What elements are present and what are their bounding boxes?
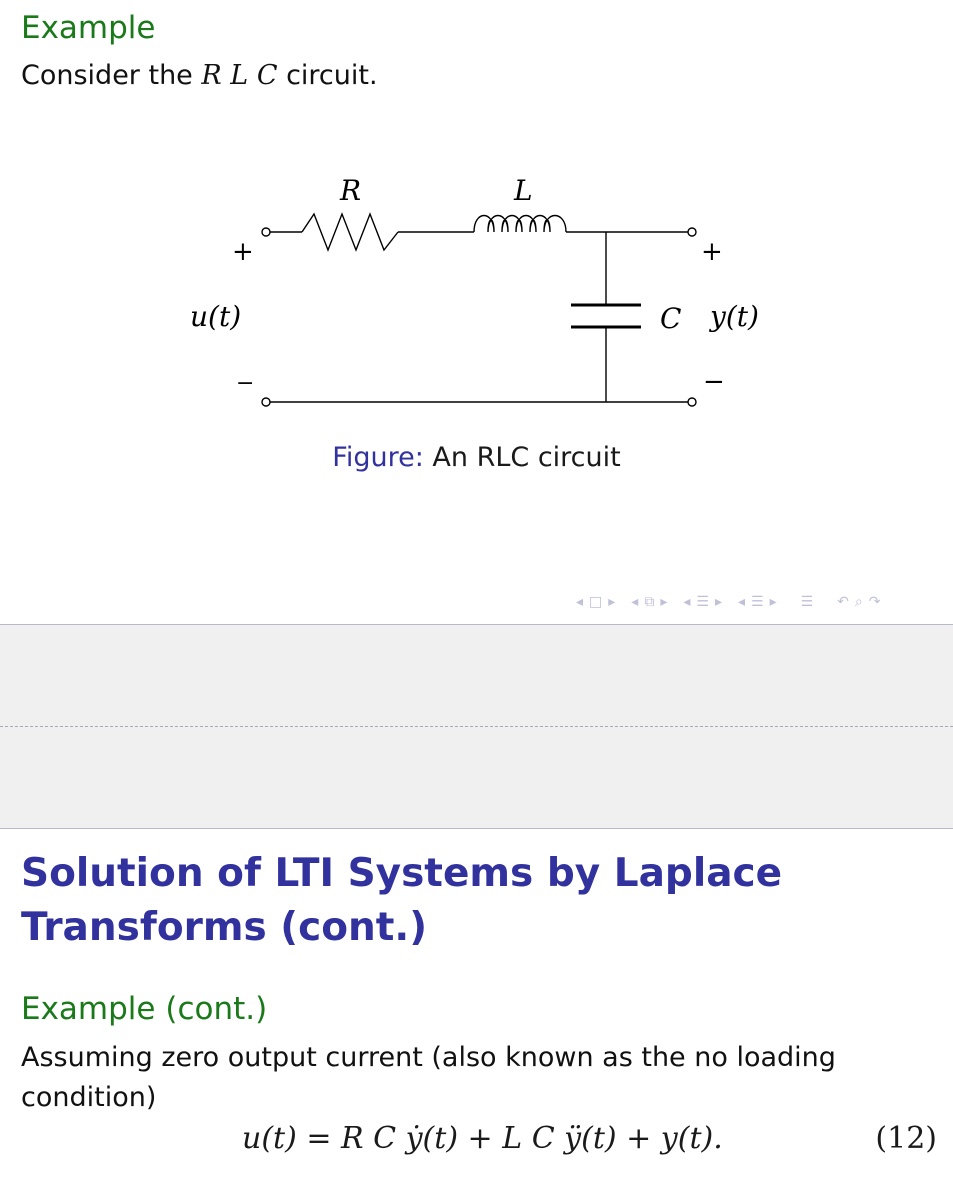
minus-left: −: [236, 371, 255, 396]
nav-next-section-icon-2[interactable]: ▸: [769, 594, 777, 610]
nav-prev-frame-icon[interactable]: ◂: [576, 594, 584, 610]
block-title: Example: [21, 10, 156, 46]
frame-title-line-1: Solution of LTI Systems by Laplace: [21, 851, 783, 896]
inductor-symbol: [474, 216, 566, 233]
terminal-bottom-left: [262, 398, 270, 406]
equation-body: u(t) = R C ẏ(t) + L C ÿ(t) + y(t).: [242, 1121, 723, 1156]
terminal-top-left: [262, 228, 270, 236]
body-line-2: condition): [21, 1082, 157, 1113]
nav-subsection-icon[interactable]: ⧉: [644, 594, 655, 610]
caption-text: An RLC circuit: [423, 442, 621, 473]
minus-right: −: [703, 367, 725, 397]
nav-next-frame-icon[interactable]: ▸: [608, 594, 616, 610]
nav-document-icon[interactable]: ☰: [800, 594, 814, 610]
resistor-label: R: [340, 174, 362, 207]
slide-2: [0, 829, 953, 1187]
nav-section-icon-2[interactable]: ☰: [751, 594, 764, 610]
resistor-symbol: [302, 214, 398, 250]
block-title-cont: Example (cont.): [21, 991, 268, 1027]
input-label: u(t): [190, 300, 242, 333]
nav-forward-icon[interactable]: ↷: [868, 594, 881, 610]
intro-math: R L C: [201, 60, 278, 91]
nav-prev-section-icon[interactable]: ◂: [683, 594, 691, 610]
intro-prefix: Consider the: [21, 60, 202, 91]
nav-prev-subsection-icon[interactable]: ◂: [631, 594, 639, 610]
nav-prev-section-icon-2[interactable]: ◂: [737, 594, 746, 610]
equation-number: (12): [875, 1121, 937, 1156]
nav-next-subsection-icon[interactable]: ▸: [660, 594, 668, 610]
nav-back-icon[interactable]: ↶: [837, 594, 849, 610]
caption-label: Figure:: [332, 442, 424, 473]
frame-title-line-2: Transforms (cont.): [21, 905, 428, 950]
figure-caption: [0, 442, 953, 473]
capacitor-label: C: [660, 302, 682, 335]
inductor-label: L: [514, 174, 533, 207]
nav-section-icon[interactable]: ☰: [696, 594, 709, 610]
terminal-top-right: [688, 228, 696, 236]
equation-12: [0, 1121, 953, 1161]
plus-right: +: [701, 237, 723, 267]
slide-separator: [0, 624, 953, 829]
nav-search-icon[interactable]: ⌕: [854, 594, 863, 610]
beamer-navigation-bar: [576, 593, 880, 611]
nav-next-section-icon[interactable]: ▸: [714, 594, 722, 610]
rlc-circuit-diagram: [0, 0, 953, 440]
intro-suffix: circuit.: [277, 60, 378, 91]
plus-left: +: [232, 237, 254, 267]
terminal-bottom-right: [688, 398, 696, 406]
body-line-1: Assuming zero output current (also known as the no loading: [21, 1042, 836, 1073]
page-break-line: [0, 726, 953, 727]
output-label: y(t): [710, 300, 759, 333]
nav-frame-icon[interactable]: □: [589, 594, 603, 610]
frame-title: [21, 847, 921, 955]
